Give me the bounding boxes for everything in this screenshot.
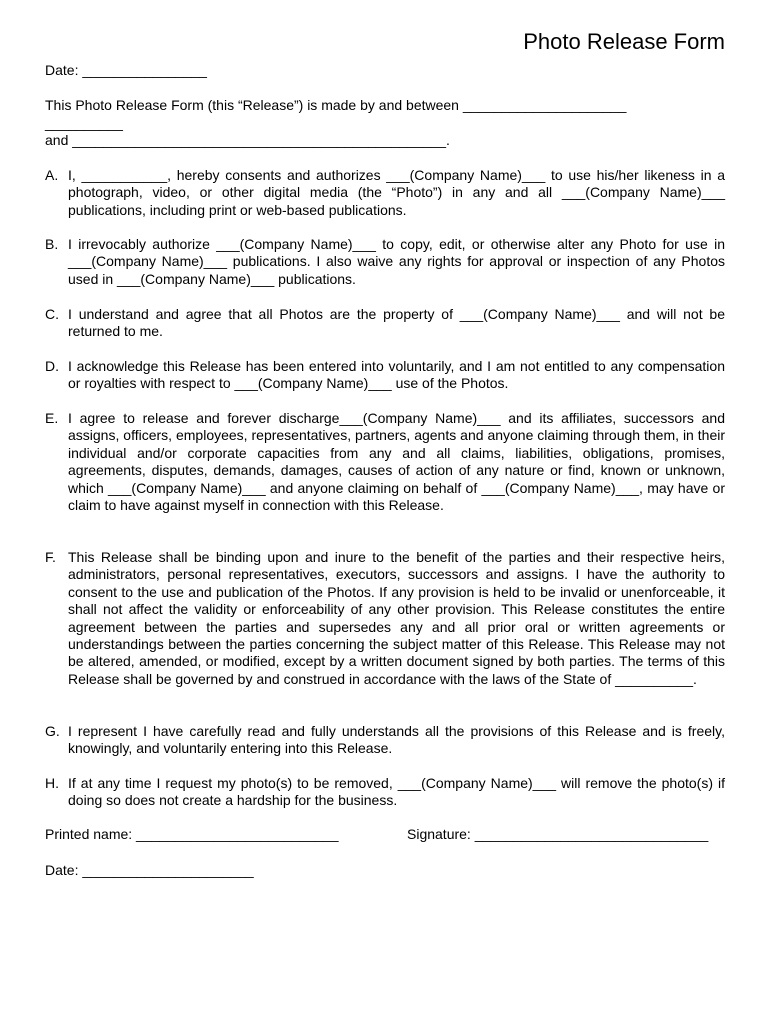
intro-line-3: and ________________________________________________.	[45, 132, 450, 148]
clause-letter: F.	[45, 549, 56, 565]
bottom-date-line[interactable]: Date: ______________________	[45, 862, 254, 878]
clause-text: I, ___________, hereby consents and authorizes ___(Company Name)___ to use his/her likeness in a photograph, video, or other digital media (the “Photo”) in any and all ___(Company Name)___ publications, including print or web-based publications.	[68, 167, 725, 218]
clause-letter: H.	[45, 775, 59, 791]
signature-row	[45, 826, 725, 844]
clause-letter: E.	[45, 410, 59, 426]
clause-c	[45, 306, 725, 341]
clause-text: If at any time I request my photo(s) to be removed, ___(Company Name)___ will remove the photo(s) if doing so does not create a hardship for the business.	[68, 775, 725, 809]
clause-h	[45, 775, 725, 810]
date-line: Date: ________________	[45, 62, 207, 78]
clause-letter: D.	[45, 358, 59, 374]
clause-d	[45, 358, 725, 393]
clause-e	[45, 410, 725, 514]
printed-name-line[interactable]: Printed name: __________________________	[45, 826, 339, 842]
clause-text: I acknowledge this Release has been entered into voluntarily, and I am not entitled to any compensation or royalties with respect to ___(Company Name)___ use of the Photos.	[68, 358, 725, 392]
clause-text: I irrevocably authorize ___(Company Name)___ to copy, edit, or otherwise alter any Photo for use in ___(Company Name)___ publications. I also waive any rights for approval or inspection of any Photos used in ___(Company Name)___ publications.	[68, 236, 725, 287]
clause-a	[45, 167, 725, 219]
clause-g	[45, 723, 725, 758]
intro-line-2: __________	[45, 115, 123, 131]
signature-line[interactable]: Signature: ______________________________	[407, 826, 709, 842]
document-title: Photo Release Form	[523, 29, 725, 54]
intro-line-1: This Photo Release Form (this “Release”) is made by and between _____________________	[45, 97, 627, 113]
clause-text: This Release shall be binding upon and inure to the benefit of the parties and their respective heirs, administrators, personal representatives, executors, successors and assigns. I have the authority to consent to the use and publication of the Photos. If any provision is held to be invalid or unenforceable, it shall not affect the validity or enforceability of any other provision. This Release constitutes the entire agreement between the parties and supersedes any and all prior oral or written agreements or understandings between the parties concerning the subject matter of this Release. This Release may not be altered, amended, or modified, except by a written document signed by both parties. The terms of this Release shall be governed by and construed in accordance with the laws of the State of __________.	[68, 549, 725, 687]
clause-letter: G.	[45, 723, 60, 739]
clause-text: I represent I have carefully read and fully understands all the provisions of this Release and is freely, knowingly, and voluntarily entering into this Release.	[68, 723, 725, 757]
clause-f	[45, 549, 725, 688]
clause-letter: B.	[45, 236, 59, 252]
clause-text: I understand and agree that all Photos are the property of ___(Company Name)___ and will not be returned to me.	[68, 306, 725, 340]
clause-b	[45, 236, 725, 288]
clause-letter: A.	[45, 167, 59, 183]
clause-letter: C.	[45, 306, 59, 322]
clause-text: I agree to release and forever discharge___(Company Name)___ and its affiliates, successors and assigns, officers, employees, representatives, partners, agents and anyone claiming through them, in their individual and/or corporate capacities from any and all claims, liabilities, obligations, promises, agreements, disputes, demands, damages, causes of action of any nature or find, known or unknown, which ___(Company Name)___ and anyone claiming on behalf of ___(Company Name)___, may have or claim to have against myself in connection with this Release.	[68, 410, 725, 514]
